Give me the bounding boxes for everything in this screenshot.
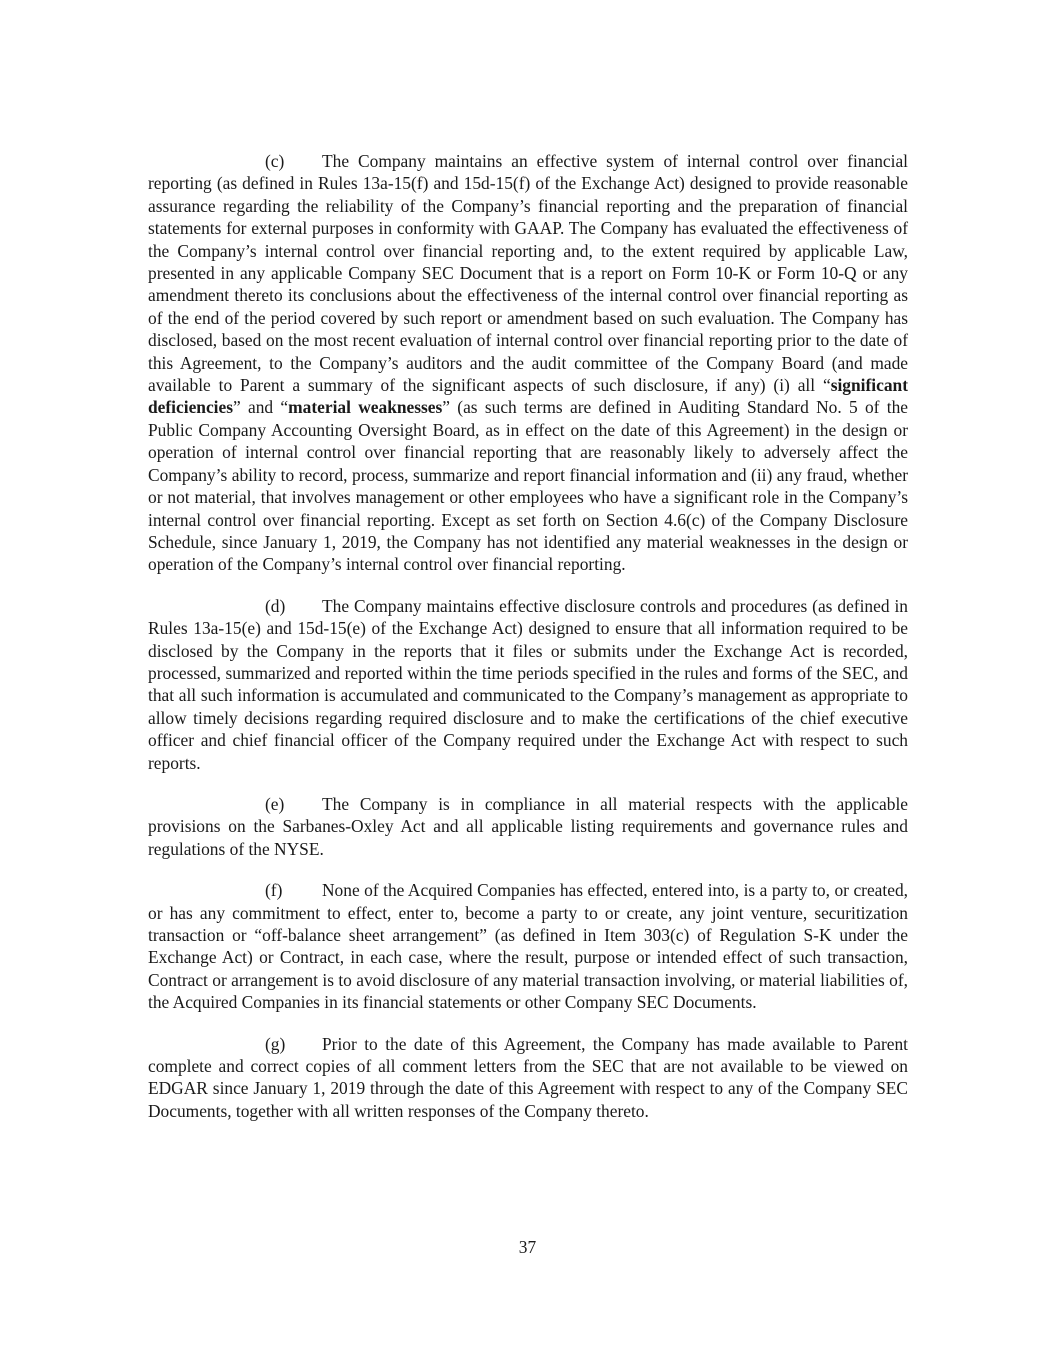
- paragraph-text: None of the Acquired Companies has effected, entered into, is a party to, or created, or has any commitment to effect, enter to, become a party to or create, any joint venture, securitization transaction or “off-balance sheet arrangement” (as defined in Item 303(c) of Regulation S-K under the Exchange Act) or Contract, in each case, where the result, purpose or intended effect of such transaction, Contract or arrangement is to avoid disclosure of any material transaction involving, or material liabilities of, the Acquired Companies in its financial statements or other Company SEC Documents.: [148, 880, 908, 1013]
- defined-term-significant-deficiencies: significant deficiencies: [148, 375, 908, 418]
- paragraph-g: [148, 1033, 908, 1123]
- paragraph-label: (e): [265, 793, 285, 814]
- paragraph-label: (c): [265, 151, 285, 171]
- paragraph-text: Prior to the date of this Agreement, the Company has made available to Parent complete and correct copies of all comment letters from the SEC that are not available to be viewed on EDGAR since January 1, 2019 through the date of this Agreement with respect to any of the Company SEC Documents, together with all written responses of the Company thereto.: [148, 1033, 908, 1121]
- document-body: [148, 150, 908, 1141]
- paragraph-text: The Company is in compliance in all material respects with the applicable provisions on the Sarbanes-Oxley Act and all applicable listing requirements and governance rules and regulations of the NYSE.: [148, 793, 908, 859]
- paragraph-text: ” and “: [233, 397, 289, 418]
- paragraph-label: (f): [265, 880, 283, 901]
- paragraph-c: [148, 150, 908, 576]
- defined-term-material-weaknesses: material weaknesses: [288, 397, 443, 418]
- paragraph-text: ” (as such terms are defined in Auditing Standard No. 5 of the Public Company Accounting Oversight Board, as in effect on the date of this Agreement) in the design or operation of internal control over financial reporting that are reasonably likely to adversely affect the Company’s ability to record, process, summarize and report financial information and (ii) any fraud, whether or not material, that involves management or other employees who have a significant role in the Company’s internal control over financial reporting. Except as set forth on Section 4.6(c) of the Company Disclosure Schedule, since January 1, 2019, the Company has not identified any material weaknesses in the design or operation of the Company’s internal control over financial reporting.: [148, 397, 908, 575]
- paragraph-d: [148, 595, 908, 774]
- paragraph-e: [148, 793, 908, 860]
- paragraph-text: The Company maintains an effective system of internal control over financial reporting (as defined in Rules 13a-15(f) and 15d-15(f) of the Exchange Act) designed to provide reasonable assurance regarding the reliability of the Company’s financial reporting and the preparation of financial statements for external purposes in conformity with GAAP. The Company has evaluated the effectiveness of the Company’s internal control over financial reporting and, to the extent required by applicable Law, presented in any applicable Company SEC Document that is a report on Form 10-K or Form 10-Q or any amendment thereto its conclusions about the effectiveness of the internal control over financial reporting as of the end of the period covered by such report or amendment based on such evaluation. The Company has disclosed, based on the most recent evaluation of internal control over financial reporting prior to the date of this Agreement, to the Company’s auditors and the audit committee of the Company Board (and made available to Parent a summary of the significant aspects of such disclosure, if any) (i) all “: [148, 151, 908, 396]
- paragraph-label: (d): [265, 595, 286, 616]
- paragraph-f: [148, 879, 908, 1013]
- paragraph-label: (g): [265, 1033, 286, 1054]
- paragraph-text: The Company maintains effective disclosure controls and procedures (as defined in Rules 13a-15(e) and 15d-15(e) of the Exchange Act) designed to ensure that all information required to be disclosed by the Company in the reports that it files or submits under the Exchange Act is recorded, processed, summarized and reported within the time periods specified in the rules and forms of the SEC, and that all such information is accumulated and communicated to the Company’s management as appropriate to allow timely decisions regarding required disclosure and to make the certifications of the chief executive officer and chief financial officer of the Company required under the Exchange Act with respect to such reports.: [148, 595, 908, 773]
- page-number: 37: [518, 1237, 537, 1257]
